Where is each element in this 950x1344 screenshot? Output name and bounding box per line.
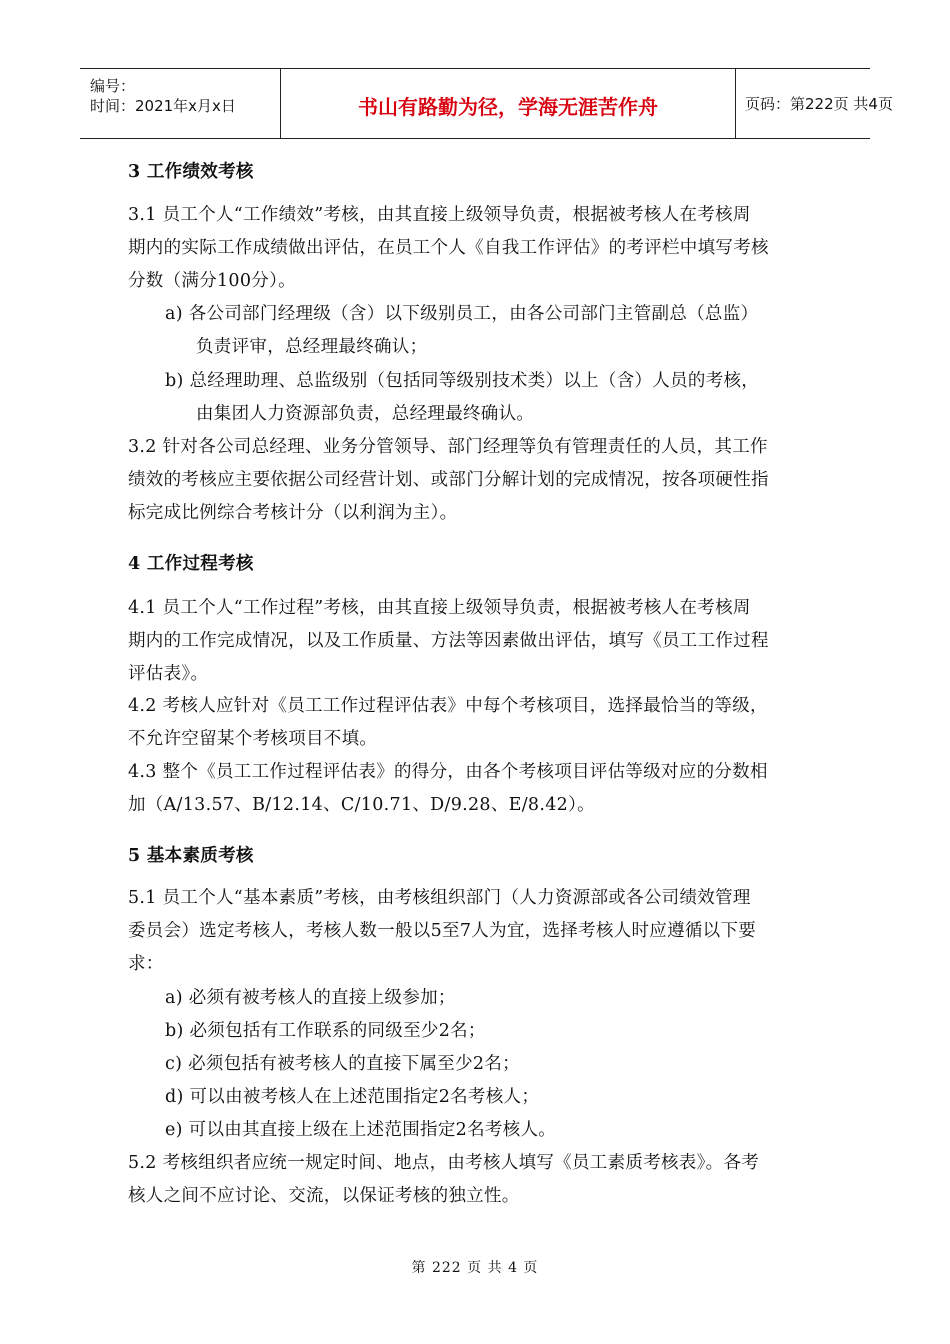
paragraph-line: 加（A/13.57、B/12.14、C/10.71、D/9.28、E/8.42）。 [128,795,595,815]
motto: 书山有路勤为径，学海无涯苦作舟 [358,95,658,119]
list-item: b) 总经理助理、总监级别（包括同等级别技术类）以上（含）人员的考核， [165,371,760,391]
number-label: 编号： [90,77,136,95]
paragraph-line: 求： [128,954,164,974]
list-item: a) 必须有被考核人的直接上级参加； [165,988,456,1008]
paragraph-line: 委员会）选定考核人，考核人数一般以5至7人为宜，选择考核人时应遵循以下要 [128,921,757,941]
list-item-continuation: 由集团人力资源部负责，总经理最终确认。 [196,404,535,424]
paragraph-line: 4.3 整个《员工工作过程评估表》的得分，由各个考核项目评估等级对应的分数相 [128,762,768,782]
list-item: a) 各公司部门经理级（含）以下级别员工，由各公司部门主管副总（总监） [165,304,759,324]
paragraph-line: 5.2 考核组织者应统一规定时间、地点，由考核人填写《员工素质考核表》。各考 [128,1153,760,1173]
header-page-cell [735,69,893,138]
paragraph-line: 3.1 员工个人“工作绩效”考核，由其直接上级领导负责，根据被考核人在考核周 [128,205,751,225]
list-item: b) 必须包括有工作联系的同级至少2名； [165,1021,486,1041]
paragraph-line: 绩效的考核应主要依据公司经营计划、或部门分解计划的完成情况，按各项硬性指 [128,470,769,490]
header-table [80,68,893,139]
paragraph-line: 期内的实际工作成绩做出评估，在员工个人《自我工作评估》的考评栏中填写考核 [128,238,769,258]
date-label: 时间：2021年x月x日 [90,97,236,115]
section-heading: 4 工作过程考核 [128,554,254,574]
paragraph-line: 4.2 考核人应针对《员工工作过程评估表》中每个考核项目，选择最恰当的等级， [128,696,768,716]
paragraph-line: 核人之间不应讨论、交流，以保证考核的独立性。 [128,1186,520,1206]
list-item: e) 可以由其直接上级在上述范围指定2名考核人。 [165,1120,557,1140]
header-info-cell [80,69,280,138]
paragraph-line: 3.2 针对各公司总经理、业务分管领导、部门经理等负有管理责任的人员，其工作 [128,437,768,457]
list-item-continuation: 负责评审，总经理最终确认； [196,337,428,357]
list-item: c) 必须包括有被考核人的直接下属至少2名； [165,1054,520,1074]
header-motto-cell [280,69,736,138]
list-item: d) 可以由被考核人在上述范围指定2名考核人； [165,1087,540,1107]
page-label: 页码：第222页 共4页 [745,95,893,113]
section-heading: 3 工作绩效考核 [128,162,254,182]
paragraph-line: 4.1 员工个人“工作过程”考核，由其直接上级领导负责，根据被考核人在考核周 [128,598,751,618]
paragraph-line: 不允许空留某个考核项目不填。 [128,729,378,749]
paragraph-line: 评估表》。 [128,664,209,684]
paragraph-line: 分数（满分100分）。 [128,271,296,291]
page-footer: 第 222 页 共 4 页 [411,1260,539,1276]
paragraph-line: 5.1 员工个人“基本素质”考核，由考核组织部门（人力资源部或各公司绩效管理 [128,888,751,908]
paragraph-line: 期内的工作完成情况，以及工作质量、方法等因素做出评估，填写《员工工作过程 [128,631,769,651]
paragraph-line: 标完成比例综合考核计分（以利润为主）。 [128,503,458,523]
section-heading: 5 基本素质考核 [128,846,254,866]
